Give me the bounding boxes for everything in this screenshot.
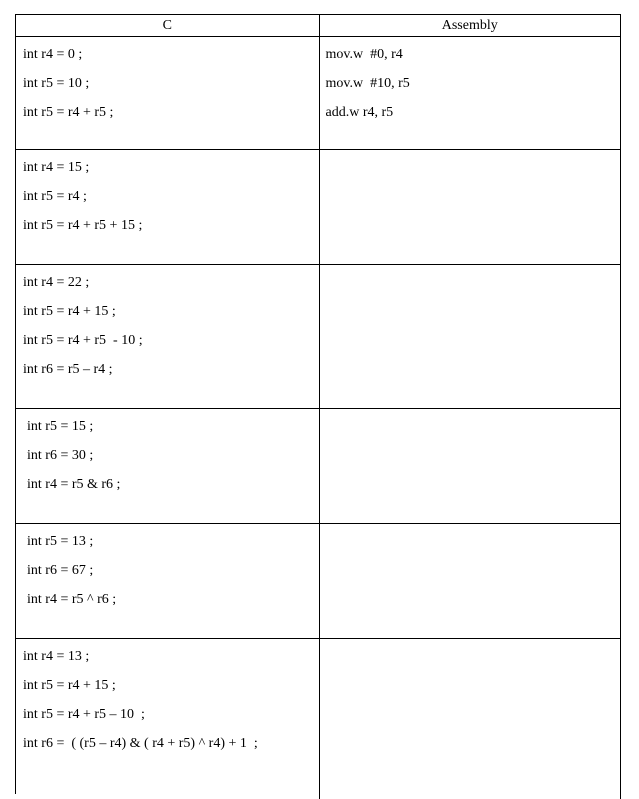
table-row	[16, 409, 621, 524]
table-header-row	[16, 15, 621, 37]
c-code-line: int r5 = r4 + 15 ;	[23, 678, 116, 693]
c-code-cell	[16, 150, 320, 264]
c-code-cell	[16, 265, 320, 408]
c-code-line: int r6 = ( (r5 – r4) & ( r4 + r5) ^ r4) + 1 ;	[23, 736, 258, 751]
c-code-line: int r4 = r5 ^ r6 ;	[27, 592, 117, 607]
c-code-line: int r5 = r4 + r5 + 15 ;	[23, 218, 143, 233]
c-code-line: int r5 = 15 ;	[27, 419, 94, 434]
c-code-line: int r4 = 22 ;	[23, 275, 90, 290]
c-code-line: int r4 = 15 ;	[23, 160, 90, 175]
assembly-cell-empty[interactable]	[320, 409, 622, 523]
c-code-cell	[16, 524, 320, 638]
c-code-line: int r6 = 30 ;	[27, 448, 94, 463]
assembly-cell-empty[interactable]	[320, 524, 622, 638]
header-c: C	[16, 15, 320, 36]
asm-code-line: add.w r4, r5	[325, 105, 394, 120]
assembly-cell[interactable]	[320, 37, 622, 149]
table-row	[16, 37, 621, 150]
header-assembly: Assembly	[320, 15, 622, 36]
c-code-line: int r5 = r4 + r5 – 10 ;	[23, 707, 145, 722]
table-row	[16, 524, 621, 639]
c-code-line: int r6 = 67 ;	[27, 563, 94, 578]
c-code-line: int r5 = 13 ;	[27, 534, 94, 549]
table-row	[16, 150, 621, 265]
table-row	[16, 265, 621, 409]
c-code-cell	[16, 37, 320, 149]
c-code-cell	[16, 409, 320, 523]
c-code-line: int r4 = r5 & r6 ;	[27, 477, 121, 492]
c-code-cell	[16, 639, 320, 799]
c-to-assembly-table	[15, 14, 621, 794]
assembly-cell-empty[interactable]	[320, 639, 622, 799]
asm-code-line: mov.w #0, r4	[325, 47, 403, 62]
c-code-line: int r5 = r4 + r5 ;	[23, 105, 114, 120]
c-code-line: int r4 = 0 ;	[23, 47, 83, 62]
c-code-line: int r6 = r5 – r4 ;	[23, 362, 113, 377]
c-code-line: int r5 = 10 ;	[23, 76, 90, 91]
c-code-line: int r5 = r4 ;	[23, 189, 87, 204]
c-code-line: int r5 = r4 + 15 ;	[23, 304, 116, 319]
c-code-line: int r4 = 13 ;	[23, 649, 90, 664]
asm-code-line: mov.w #10, r5	[325, 76, 410, 91]
assembly-cell-empty[interactable]	[320, 150, 622, 264]
assembly-cell-empty[interactable]	[320, 265, 622, 408]
c-code-line: int r5 = r4 + r5 - 10 ;	[23, 333, 143, 348]
table-row	[16, 639, 621, 799]
